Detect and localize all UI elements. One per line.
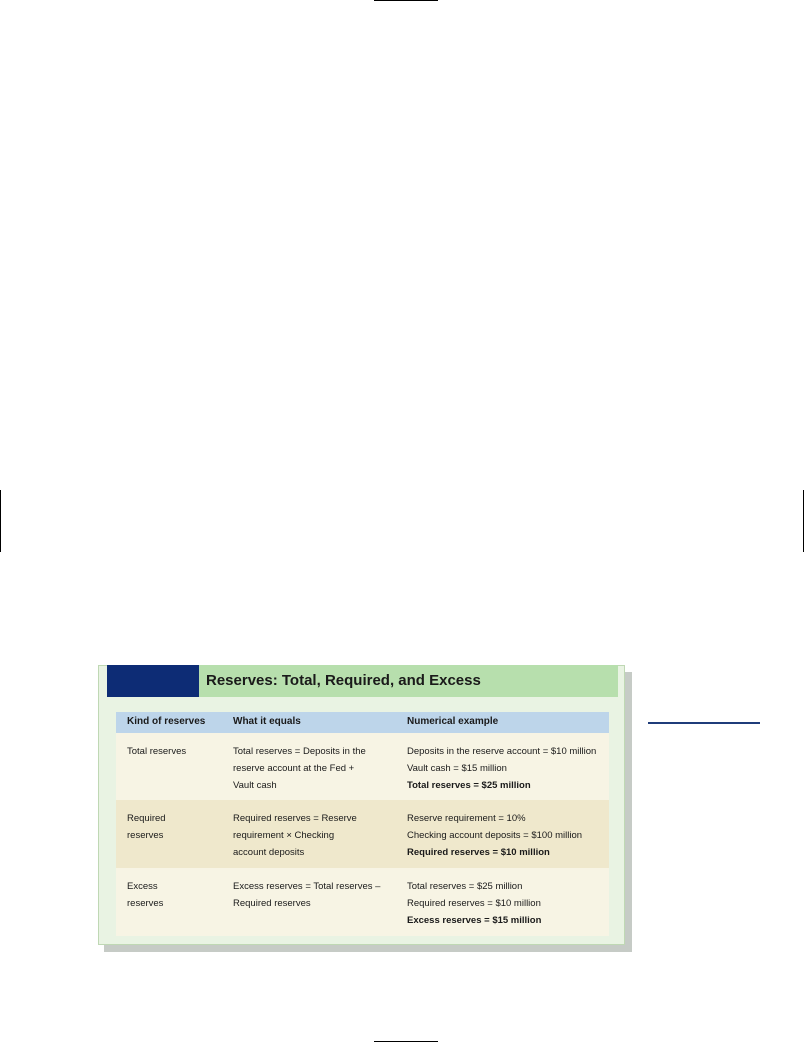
table-row-total (116, 733, 609, 800)
crop-mark-right (803, 490, 804, 552)
cell-kind: Total reserves (127, 746, 187, 757)
table-header-row (116, 712, 609, 733)
table-row-excess (116, 868, 609, 936)
column-header-kind: Kind of reserves (127, 716, 206, 727)
crop-mark-bottom (374, 1041, 438, 1042)
crop-mark-top (374, 0, 438, 1)
cell-equals: Total reserves = Deposits in the reserve account at the Fed + Vault cash (233, 746, 366, 791)
cell-equals: Excess reserves = Total reserves – Required reserves (233, 881, 381, 909)
table-row-required (116, 800, 609, 868)
panel-title: Reserves: Total, Required, and Excess (206, 672, 481, 689)
crop-mark-left (0, 490, 1, 552)
header-block (107, 665, 199, 697)
margin-rule (648, 722, 760, 724)
cell-kind: Excess reserves (127, 881, 164, 909)
column-header-example: Numerical example (407, 716, 499, 727)
cell-equals: Required reserves = Reserve requirement × Checking account deposits (233, 813, 357, 858)
cell-kind: Required reserves (127, 813, 166, 841)
reserves-table (116, 712, 609, 936)
column-header-equals: What it equals (233, 716, 301, 727)
cell-example: Total reserves = $25 million Required reserves = $10 million Excess reserves = $15 million (407, 881, 542, 926)
cell-example: Reserve requirement = 10% Checking account deposits = $100 million Required reserves = $10 million (407, 813, 583, 858)
cell-example: Deposits in the reserve account = $10 million Vault cash = $15 million Total reserves = $25 million (407, 746, 597, 791)
